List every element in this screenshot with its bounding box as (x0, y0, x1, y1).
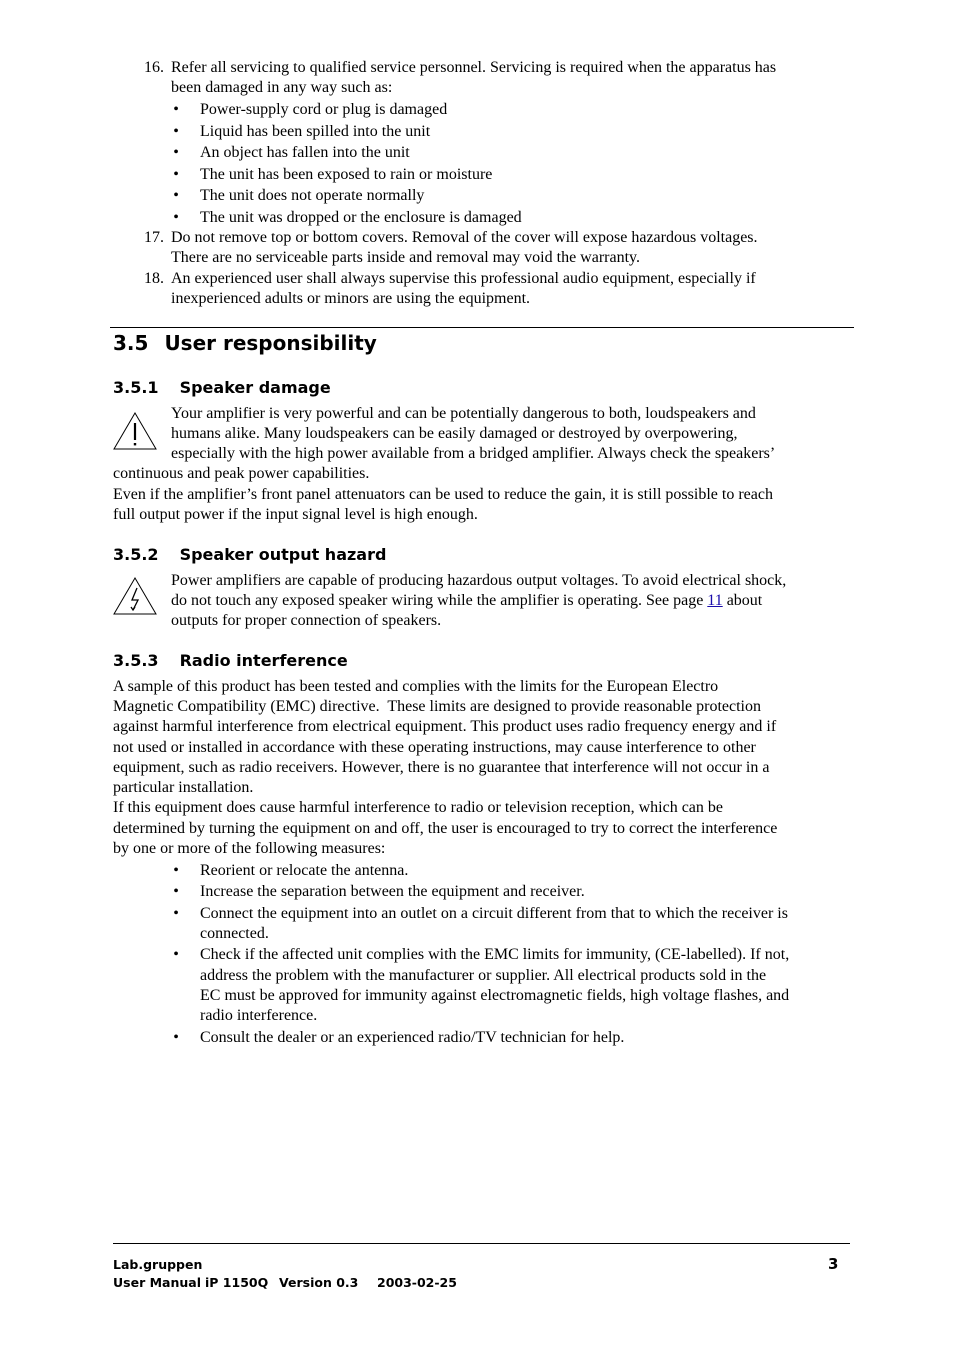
footer-company: Lab.gruppen (113, 1257, 203, 1272)
text-segment: about (722, 592, 763, 609)
subsection-number: 3.5.3 (113, 651, 159, 670)
list-item-text: Refer all servicing to qualified service personnel. Servicing is required when the apparatus has (171, 59, 777, 76)
paragraph-line: particular installation. (113, 779, 254, 796)
footer-date: 2003-02-25 (377, 1275, 457, 1290)
bullet-icon: • (173, 187, 179, 204)
paragraph-line: If this equipment does cause harmful interference to radio or television reception, which can be (113, 799, 723, 816)
subsection-number: 3.5.2 (113, 545, 159, 564)
paragraph-line: Magnetic Compatibility (EMC) directive. These limits are designed to provide reasonable protection (113, 698, 761, 715)
bullet-item: The unit was dropped or the enclosure is damaged (200, 209, 522, 226)
footer-manual: User Manual (113, 1275, 201, 1290)
paragraph-line: Your amplifier is very powerful and can be potentially dangerous to both, loudspeakers and (171, 405, 756, 422)
list-number: 18. (144, 270, 164, 287)
paragraph-line: Even if the amplifier’s front panel attenuators can be used to reduce the gain, it is still possible to reach (113, 486, 773, 503)
bullet-icon: • (173, 946, 179, 963)
paragraph-line: determined by turning the equipment on and off, the user is encouraged to try to correct the interference (113, 820, 778, 837)
bullet-item: The unit has been exposed to rain or moisture (200, 166, 493, 183)
bullet-icon: • (173, 209, 179, 226)
paragraph-line: not used or installed in accordance with these operating instructions, may cause interference to other (113, 739, 756, 756)
subsection-title: Speaker output hazard (179, 545, 387, 564)
list-number: 16. (144, 59, 164, 76)
footer-version: Version 0.3 (279, 1275, 359, 1290)
section-title: User responsibility (164, 331, 377, 355)
bullet-icon: • (173, 1029, 179, 1046)
bullet-icon: • (173, 905, 179, 922)
bullet-item: Check if the affected unit complies with the EMC limits for immunity, (CE-labelled). If not, (200, 946, 790, 963)
paragraph-line: humans alike. Many loudspeakers can be easily damaged or destroyed by overpowering, (171, 425, 738, 442)
subsection-title: Radio interference (179, 651, 348, 670)
page-reference-link[interactable]: 11 (707, 592, 723, 609)
paragraph-line: Power amplifiers are capable of producing hazardous output voltages. To avoid electrical shock, (171, 572, 787, 589)
paragraph-line (171, 591, 762, 611)
paragraph-line: by one or more of the following measures: (113, 840, 386, 857)
bullet-item: Connect the equipment into an outlet on a circuit different from that to which the receiver is (200, 905, 788, 922)
bullet-icon: • (173, 144, 179, 161)
bullet-icon: • (173, 101, 179, 118)
list-item-text: An experienced user shall always supervise this professional audio equipment, especially if (171, 270, 756, 287)
footer-divider (113, 1243, 850, 1244)
bullet-item-continued: EC must be approved for immunity against electromagnetic fields, high voltage flashes, and (200, 987, 790, 1004)
list-item-text: There are no serviceable parts inside and removal may void the warranty. (171, 249, 640, 266)
section-divider (110, 327, 854, 328)
list-item-text: inexperienced adults or minors are using the equipment. (171, 290, 531, 307)
paragraph-line: especially with the high power available from a bridged amplifier. Always check the speakers’ (171, 445, 776, 462)
list-item-text: Do not remove top or bottom covers. Removal of the cover will expose hazardous voltages. (171, 229, 758, 246)
bullet-item: Liquid has been spilled into the unit (200, 123, 431, 140)
bullet-item: An object has fallen into the unit (200, 144, 410, 161)
bullet-item-continued: radio interference. (200, 1007, 318, 1024)
bullet-icon: • (173, 123, 179, 140)
bullet-item-continued: address the problem with the manufacturer or supplier. All electrical products sold in the (200, 967, 767, 984)
list-item-text: been damaged in any way such as: (171, 79, 393, 96)
subsection-heading (113, 378, 331, 397)
warning-exclamation-icon (112, 411, 158, 451)
paragraph-line: full output power if the input signal level is high enough. (113, 506, 478, 523)
subsection-heading (113, 545, 386, 564)
footer-model: iP 1150Q (205, 1275, 269, 1290)
list-number: 17. (144, 229, 164, 246)
bullet-item: Consult the dealer or an experienced radio/TV technician for help. (200, 1029, 625, 1046)
page-number: 3 (828, 1255, 839, 1273)
paragraph-line: outputs for proper connection of speakers. (171, 612, 442, 629)
section-number: 3.5 (113, 331, 149, 355)
section-heading (113, 331, 377, 355)
bullet-item: Power-supply cord or plug is damaged (200, 101, 448, 118)
bullet-icon: • (173, 862, 179, 879)
paragraph-line: continuous and peak power capabilities. (113, 465, 370, 482)
text-segment: do not touch any exposed speaker wiring while the amplifier is operating. See page (171, 592, 708, 609)
subsection-title: Speaker damage (179, 378, 331, 397)
bullet-item: The unit does not operate normally (200, 187, 425, 204)
bullet-item-continued: connected. (200, 925, 269, 942)
bullet-item: Increase the separation between the equipment and receiver. (200, 883, 585, 900)
bullet-item: Reorient or relocate the antenna. (200, 862, 409, 879)
bullet-icon: • (173, 166, 179, 183)
paragraph-line: equipment, such as radio receivers. However, there is no guarantee that interference will not occur in a (113, 759, 770, 776)
paragraph-line: against harmful interference from electrical equipment. This product uses radio frequency energy and if (113, 718, 777, 735)
subsection-heading (113, 651, 348, 670)
bullet-icon: • (173, 883, 179, 900)
electrical-hazard-icon (112, 576, 158, 616)
subsection-number: 3.5.1 (113, 378, 159, 397)
paragraph-line: A sample of this product has been tested and complies with the limits for the European Electro (113, 678, 719, 695)
